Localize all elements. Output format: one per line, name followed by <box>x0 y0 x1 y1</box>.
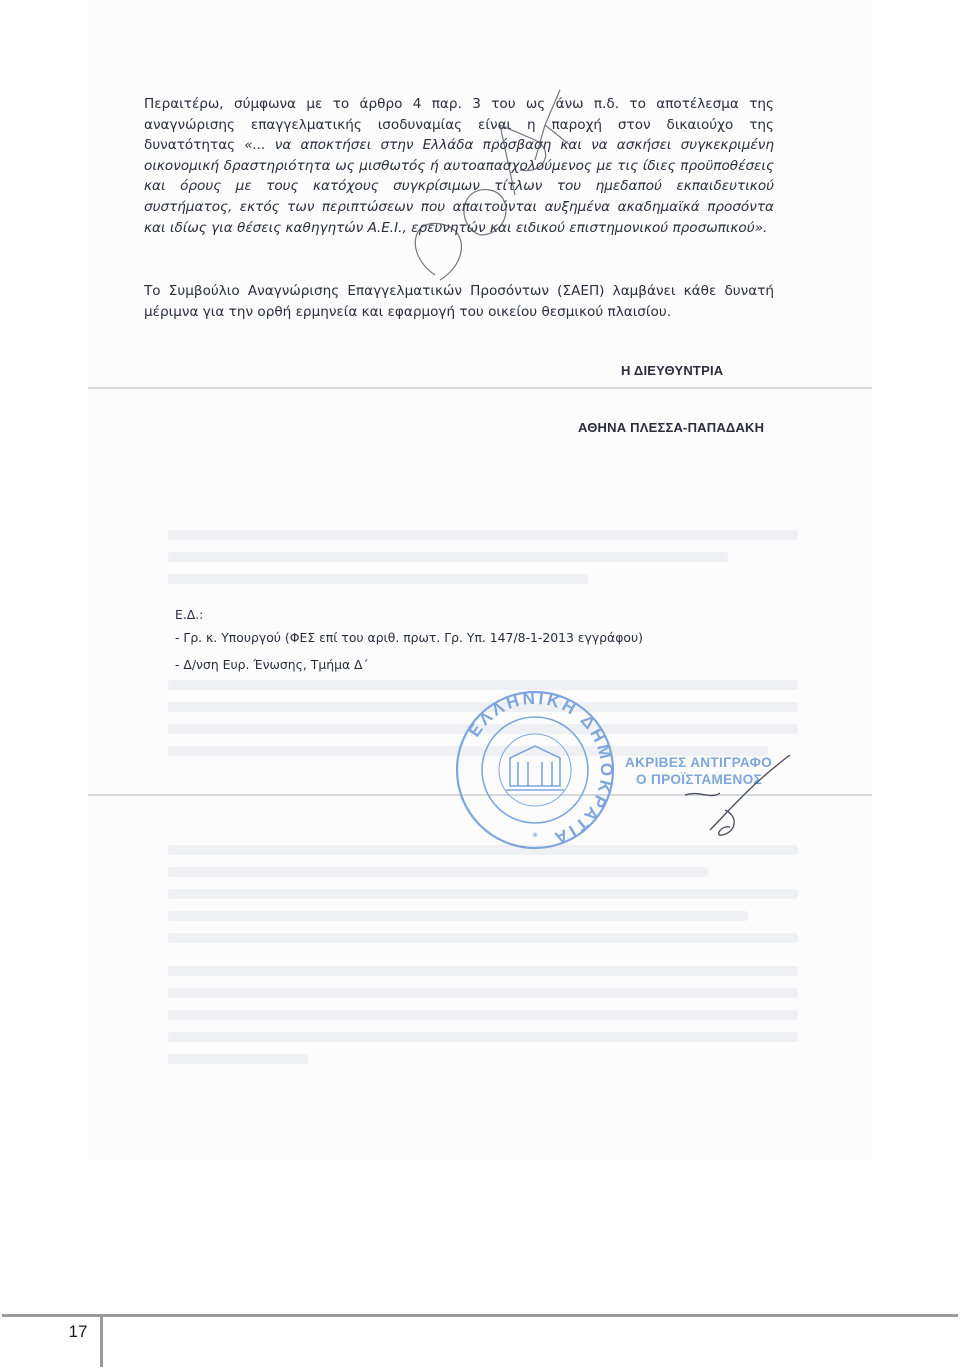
signature-title: Η ΔΙΕΥΘΥΝΤΡΙΑ <box>621 363 724 378</box>
bleed-through <box>168 530 798 540</box>
bleed-through <box>168 1010 798 1020</box>
distribution-item: - Γρ. κ. Υπουργού (ΦΕΣ επί του αριθ. πρωτ. Γρ. Υπ. 147/8-1-2013 εγγράφου) <box>175 630 643 645</box>
page-number: 17 <box>68 1322 88 1341</box>
handwritten-signature <box>680 745 800 845</box>
certified-head-line: Ο ΠΡΟΪΣΤΑΜΕΝΟΣ <box>636 772 762 787</box>
official-stamp <box>450 688 620 853</box>
bleed-through <box>168 911 748 921</box>
signature-name: ΑΘΗΝΑ ΠΛΕΣΣΑ-ΠΑΠΑΔΑΚΗ <box>578 420 765 435</box>
bleed-through <box>168 1032 798 1042</box>
stamp-ring-text: ΕΛΛΗΝΙΚΗ ΔΗΜΟΚΡΑΤΙΑ <box>464 688 617 849</box>
svg-text:*: * <box>532 830 538 844</box>
bleed-through <box>168 933 798 943</box>
bleed-through <box>168 574 588 584</box>
footer-rule <box>2 1314 958 1317</box>
bleed-through <box>168 867 708 877</box>
copy-watermark <box>395 85 575 315</box>
scan-fold-line <box>88 387 872 389</box>
bleed-through <box>168 889 798 899</box>
paragraph-council: Το Συμβούλιο Αναγνώρισης Επαγγελματικών Προσόντων (ΣΑΕΠ) λαμβάνει κάθε δυνατή μέριμνα για την ορθή ερμηνεία και εφαρμογή του οικείου θεσμικού πλαισίου. <box>144 283 774 320</box>
bleed-through <box>168 1054 308 1064</box>
svg-text:ΕΛΛΗΝΙΚΗ ΔΗΜΟΚΡΑΤΙΑ <box>465 689 617 849</box>
bleed-through <box>168 966 798 976</box>
footer-separator <box>100 1317 103 1367</box>
bleed-through <box>168 988 798 998</box>
distribution-item: - Δ/νση Ευρ. Ένωσης, Τμήμα Δ΄ <box>175 657 369 672</box>
certified-copy-line: ΑΚΡΙΒΕΣ ΑΝΤΙΓΡΑΦΟ <box>625 755 773 770</box>
paragraph-lead: Περαιτέρω, σύμφωνα με το άρθρο 4 παρ. 3 του ως άνω π.δ. το αποτέλεσμα της αναγνώρισης επαγγελματικής ισοδυναμίας είναι η παροχή στον δικαιούχο της δυνατότητας <box>144 96 774 154</box>
bleed-through <box>168 552 728 562</box>
paragraph-quote: «... να αποκτήσει στην Ελλάδα πρόσβαση και να ασκήσει συγκεκριμένη οικονομική δραστηριότητα ως μισθωτός ή αυτοαπασχολούμενος με τις ίδιες προϋποθέσεις και όρους με τους κατόχους συγκρίσιμων τίτλων του ημεδαπού εκπαιδευτικού συστήματος, εκτός των περιπτώσεων που απαιτούνται αυξημένα ακαδημαϊκά προσόντα και ιδίως για θέσεις καθηγητών Α.Ε.Ι., ερευνητών και ειδικού επιστημονικού προσωπικού». <box>144 137 774 236</box>
distribution-label: Ε.Δ.: <box>175 607 204 622</box>
